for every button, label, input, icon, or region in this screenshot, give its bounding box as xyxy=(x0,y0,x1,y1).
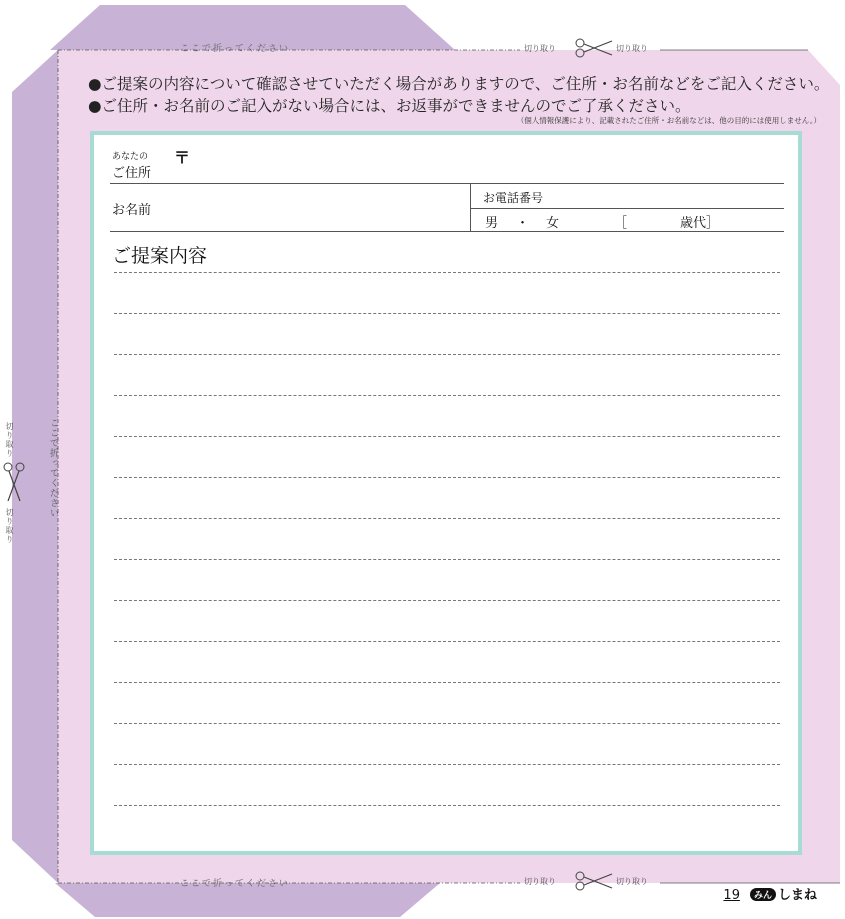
writing-line xyxy=(114,272,780,273)
address-underline xyxy=(110,183,784,184)
cut-label: 切り取り xyxy=(5,422,14,458)
age-bracket-open: ［ xyxy=(614,216,628,231)
postal-mark: 〒 xyxy=(174,148,191,167)
fold-instruction-top: ここで折ってください xyxy=(180,44,291,54)
cut-label: 切り取り xyxy=(5,508,14,544)
phone-label: お電話番号 xyxy=(483,191,544,205)
notice-line: ●ご提案の内容について確認させていただく場合がありますので、ご住所・お名前などをご記入ください。 xyxy=(88,75,830,93)
gender-female-option[interactable]: 女 xyxy=(546,216,560,231)
fold-instruction-bottom: ここで折ってください xyxy=(180,879,291,889)
logo-mark: みん xyxy=(750,888,776,901)
phone-field[interactable] xyxy=(554,187,779,205)
writing-line xyxy=(114,764,780,765)
cut-label: 切り取り xyxy=(616,877,648,886)
writing-line xyxy=(114,805,780,806)
gender-male-option[interactable]: 男 xyxy=(485,216,499,231)
gender-separator: ・ xyxy=(516,216,530,231)
writing-line xyxy=(114,395,780,396)
writing-line xyxy=(114,354,780,355)
writing-line xyxy=(114,723,780,724)
fold-instruction-left: ここで折ってください xyxy=(48,418,58,518)
address-field[interactable] xyxy=(174,167,774,183)
writing-line xyxy=(114,641,780,642)
name-field[interactable] xyxy=(174,193,464,229)
age-bracket-close: 歳代］ xyxy=(680,216,720,231)
address-label: ご住所 xyxy=(112,166,152,181)
address-label-small: あなたの xyxy=(112,152,149,162)
page-number: 19 xyxy=(723,888,740,903)
cut-label: 切り取り xyxy=(616,44,648,53)
logo-text: しまね xyxy=(777,888,817,903)
row-divider xyxy=(470,183,471,231)
phone-underline xyxy=(471,208,784,209)
cut-label: 切り取り xyxy=(524,877,556,886)
privacy-note: （個人情報保護により、記載されたご住所・お名前などは、他の目的には使用しません。） xyxy=(516,116,821,125)
writing-line xyxy=(114,436,780,437)
name-underline xyxy=(110,231,784,232)
proposal-title: ご提案内容 xyxy=(112,245,208,267)
writing-line xyxy=(114,518,780,519)
age-field[interactable] xyxy=(629,212,679,228)
proposal-form xyxy=(90,131,802,855)
name-label: お名前 xyxy=(112,203,152,218)
notice-line: ●ご住所・お名前のご記入がない場合には、お返事ができませんのでご了承ください。 xyxy=(88,97,691,115)
writing-line xyxy=(114,477,780,478)
page-footer xyxy=(723,884,817,903)
writing-line xyxy=(114,682,780,683)
writing-line xyxy=(114,600,780,601)
cut-label: 切り取り xyxy=(524,44,556,53)
writing-line xyxy=(114,313,780,314)
writing-line xyxy=(114,559,780,560)
